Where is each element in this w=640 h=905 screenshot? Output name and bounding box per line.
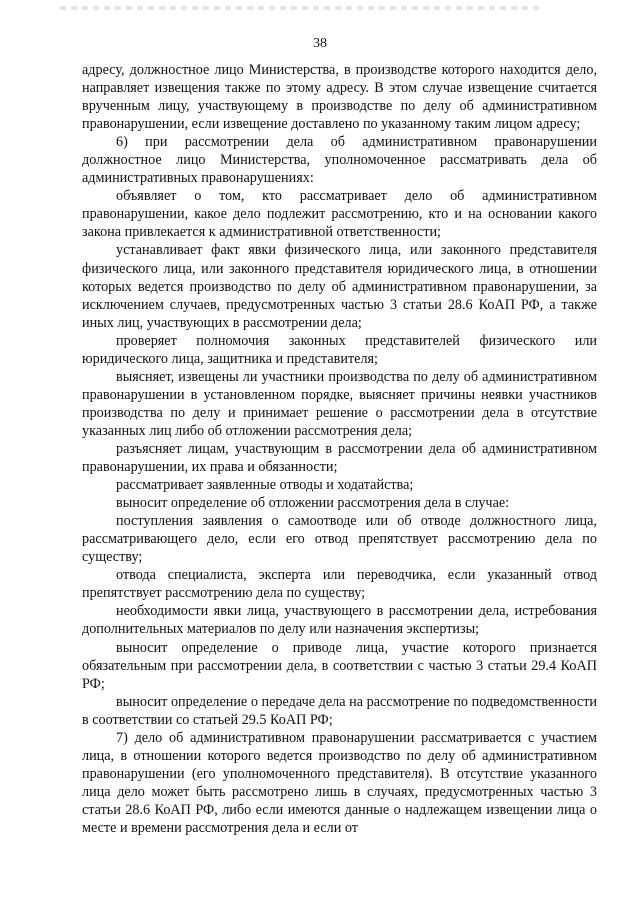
paragraph-item-6: 6) при рассмотрении дела об административном правонарушении должностное лицо Министерства, уполномоченное рассматривать дела об административных правонарушениях: — [82, 134, 597, 187]
paragraph-establishes-attendance: устанавливает факт явки физического лица, или законного представителя физического лица, или законного представителя юридического лица, в отношении которых ведется производство по делу об административном правонарушении, за исключением случаев, предусмотренных частью 3 статьи 28.6 КоАП РФ, а также иных лиц, участвующих в рассмотрении дела; — [82, 242, 597, 331]
paragraph-expert-recusal: отвода специалиста, эксперта или переводчика, если указанный отвод препятствует рассмотрению дела по существу; — [82, 567, 597, 602]
paragraph-considers-motions: рассматривает заявленные отводы и ходатайства; — [116, 477, 414, 494]
paragraph-explains-rights: разъясняет лицам, участвующим в рассмотрении дела об административном правонарушении, их права и обязанности; — [82, 440, 597, 476]
paragraph-self-recusal: поступления заявления о самоотводе или об отводе должностного лица, рассматривающего дело, если его отвод препятствует рассмотрению дела по существу; — [82, 513, 597, 566]
paragraph-postponement-ruling: выносит определение об отложении рассмотрения дела в случае: — [116, 495, 510, 512]
paragraph-compelled-appearance: выносит определение о приводе лица, участие которого признается обязательным при рассмотрении дела, в соответствии с частью 3 статьи 29.4 КоАП РФ; — [82, 639, 597, 692]
paragraph-checks-authority: проверяет полномочия законных представителей физического или юридического лица, защитника и представителя; — [82, 332, 597, 367]
paragraph-item-7: 7) дело об административном правонарушении рассматривается с участием лица, в отношении которого ведется производство по делу об административном правонарушении (его уполномоченного представителя). В отсутствие указанного лица дело может быть рассмотрено лишь в случаях, предусмотренных частью 3 статьи 28.6 КоАП РФ, либо если имеются данные о надлежащем извещении лица о месте и времени рассмотрения дела и если от — [82, 729, 597, 836]
paragraph-clarifies-notice: выясняет, извещены ли участники производства по делу об административном правонарушении в установленном порядке, выясняет причины неявки участников производства по делу и принимает решение о рассмотрении дела в отсутствие указанных лиц либо об отложении рассмотрения дела; — [82, 368, 597, 439]
paragraph-continuation-address: адресу, должностное лицо Министерства, в производстве которого находится дело, направляет извещения также по этому адресу. В этом случае извещение считается врученным лицу, участвующему в производстве по делу об административном правонарушении, если извещение доставлено по указанному таким лицом адресу; — [82, 62, 597, 133]
scan-header-artifact — [60, 6, 540, 10]
paragraph-announces: объявляет о том, кто рассматривает дело об административном правонарушении, какое дело подлежит рассмотрению, кто и на основании какого закона привлекается к административной ответственности; — [82, 188, 597, 241]
document-body — [82, 61, 597, 837]
page-number: 38 — [313, 36, 327, 51]
paragraph-attendance-necessity: необходимости явки лица, участвующего в рассмотрении дела, истребования дополнительных материалов по делу или назначения экспертизы; — [82, 603, 597, 638]
paragraph-transfer-jurisdiction: выносит определение о передаче дела на рассмотрение по подведомственности в соответствии со статьей 29.5 КоАП РФ; — [82, 693, 597, 728]
